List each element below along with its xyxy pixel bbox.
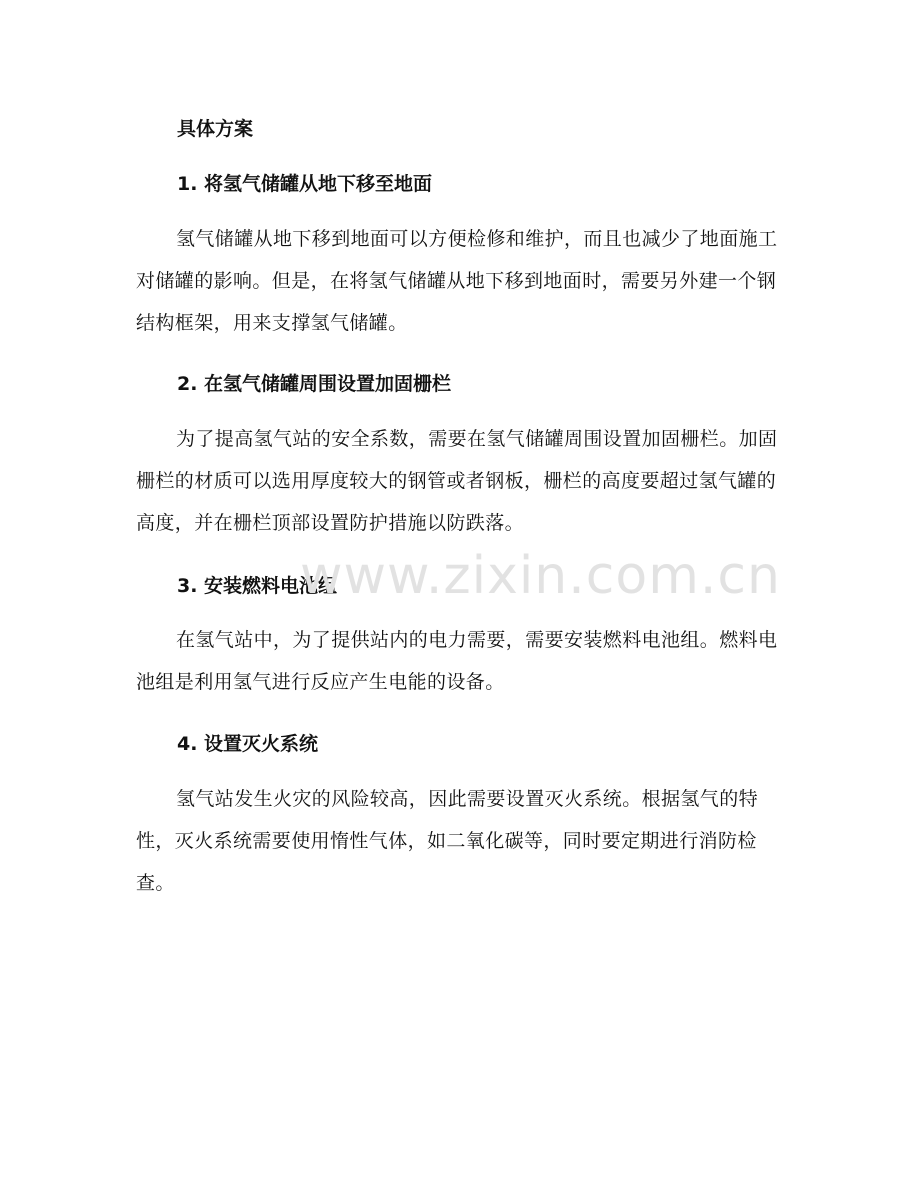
section-4-heading: 4. 设置灭火系统 [177,733,319,755]
section-2-paragraph: 为了提高氢气站的安全系数，需要在氢气储罐周围设置加固栅栏。加固栅栏的材质可以选用厚度较大的钢管或者钢板，栅栏的高度要超过氢气罐的高度，并在栅栏顶部设置防护措施以防跌落。 [136,428,778,534]
section-3-heading: 3. 安装燃料电池组 [177,575,338,597]
section-2-heading: 2. 在氢气储罐周围设置加固栅栏 [177,373,452,395]
section-1-paragraph: 氢气储罐从地下移到地面可以方便检修和维护，而且也减少了地面施工对储罐的影响。但是，在将氢气储罐从地下移到地面时，需要另外建一个钢结构框架，用来支撑氢气储罐。 [136,228,778,334]
section-3-paragraph: 在氢气站中，为了提供站内的电力需要，需要安装燃料电池组。燃料电池组是利用氢气进行反应产生电能的设备。 [136,629,778,693]
watermark: www.zixin.com.cn [300,546,781,606]
document-title: 具体方案 [177,118,254,140]
section-1-heading: 1. 将氢气储罐从地下移至地面 [177,173,433,195]
section-4-paragraph: 氢气站发生火灾的风险较高，因此需要设置灭火系统。根据氢气的特性，灭火系统需要使用惰性气体，如二氧化碳等，同时要定期进行消防检查。 [136,788,759,894]
